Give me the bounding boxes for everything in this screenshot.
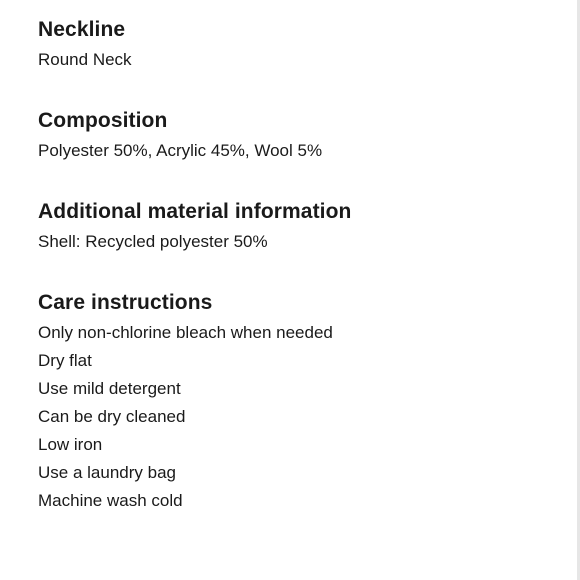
additional-material-title: Additional material information: [38, 200, 352, 223]
care-item-machine-wash-cold: Machine wash cold: [38, 491, 183, 510]
care-list: [38, 319, 558, 515]
care-section: [38, 289, 558, 515]
neckline-section: [38, 16, 558, 74]
care-item-dry-cleaned: Can be dry cleaned: [38, 407, 186, 426]
care-item-low-iron: Low iron: [38, 435, 103, 454]
composition-section: [38, 107, 558, 165]
care-item-dry-flat: Dry flat: [38, 351, 92, 370]
additional-material-section: [38, 198, 558, 256]
care-item-laundry-bag: Use a laundry bag: [38, 463, 176, 482]
neckline-title: Neckline: [38, 18, 126, 41]
care-title: Care instructions: [38, 291, 213, 314]
care-item-non-chlorine-bleach: Only non-chlorine bleach when needed: [38, 323, 333, 342]
care-item-mild-detergent: Use mild detergent: [38, 379, 181, 398]
composition-value: Polyester 50%, Acrylic 45%, Wool 5%: [38, 141, 323, 160]
neckline-value: Round Neck: [38, 50, 132, 69]
additional-material-value: Shell: Recycled polyester 50%: [38, 232, 268, 251]
composition-title: Composition: [38, 109, 168, 132]
product-details: [38, 16, 558, 548]
